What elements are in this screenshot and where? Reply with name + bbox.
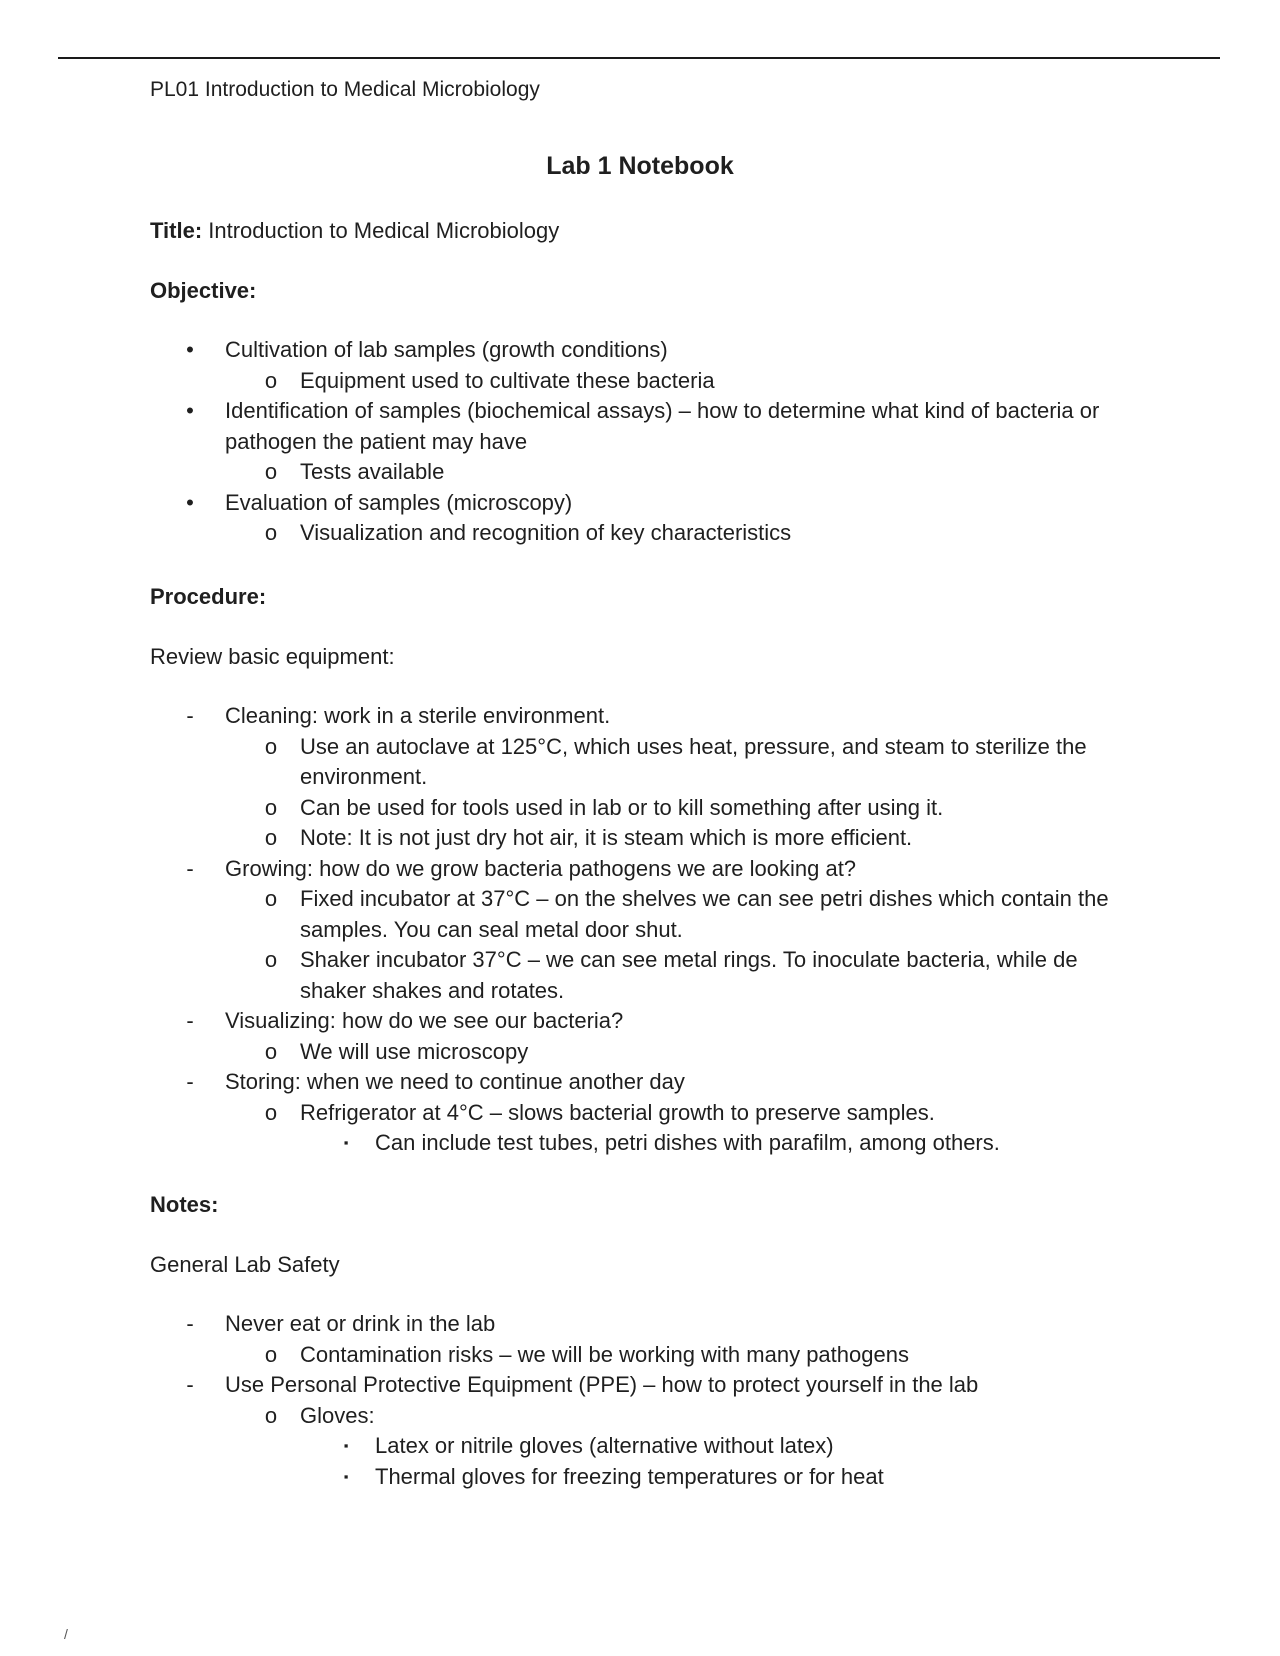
list-subitem: o Can be used for tools used in lab or to kill something after using it.: [150, 793, 1140, 824]
square-bullet-icon: ▪: [343, 1438, 349, 1453]
square-bullet-icon: ▪: [343, 1468, 349, 1484]
dash-icon: -: [186, 1008, 194, 1033]
list-item: - Cleaning: work in a sterile environment.: [150, 701, 1140, 732]
safety-list: [150, 1309, 1140, 1492]
bullet-icon: •: [186, 337, 194, 362]
circle-bullet-icon: o: [264, 1402, 278, 1428]
list-subitem: o We will use microscopy: [150, 1037, 1140, 1068]
list-subitem: o Fixed incubator at 37°C – on the shelves we can see petri dishes which contain the samples. You can seal metal door shut.: [150, 884, 1140, 945]
procedure-intro: Review basic equipment:: [150, 644, 395, 669]
circle-bullet-icon: o: [264, 1341, 278, 1367]
list-item: • Cultivation of lab samples (growth conditions): [150, 335, 1140, 366]
list-subitem: o Visualization and recognition of key characteristics: [150, 518, 1140, 549]
list-subitem: o Gloves:: [150, 1401, 1140, 1432]
circle-bullet-icon: o: [264, 733, 278, 759]
list-subitem: o Use an autoclave at 125°C, which uses heat, pressure, and steam to sterilize the environment.: [150, 732, 1140, 793]
dash-icon: -: [186, 703, 194, 728]
circle-bullet-icon: o: [264, 520, 278, 545]
document-title: Lab 1 Notebook: [546, 152, 734, 180]
notes-intro: General Lab Safety: [150, 1252, 340, 1277]
list-subitem: o Equipment used to cultivate these bacteria: [150, 366, 1140, 397]
circle-bullet-icon: o: [264, 947, 278, 972]
procedure-list: [150, 701, 1140, 1159]
circle-bullet-icon: o: [264, 367, 278, 393]
procedure-heading: Procedure:: [150, 584, 267, 609]
circle-bullet-icon: o: [264, 459, 278, 484]
bullet-icon: •: [186, 398, 194, 423]
list-subsubitem: ▪ Thermal gloves for freezing temperatures or for heat: [150, 1462, 1140, 1493]
list-subsubitem: ▪ Can include test tubes, petri dishes with parafilm, among others.: [150, 1128, 1140, 1159]
running-header: PL01 Introduction to Medical Microbiology: [150, 78, 540, 101]
list-item: - Never eat or drink in the lab: [150, 1309, 1140, 1340]
list-item: - Visualizing: how do we see our bacteria?: [150, 1006, 1140, 1037]
title-line: [150, 216, 1130, 245]
list-item: - Growing: how do we grow bacteria pathogens we are looking at?: [150, 854, 1140, 885]
notes-heading: Notes:: [150, 1192, 219, 1217]
circle-bullet-icon: o: [264, 825, 278, 850]
list-subitem: o Shaker incubator 37°C – we can see metal rings. To inoculate bacteria, while de shaker shakes and rotates.: [150, 945, 1140, 1006]
dash-icon: -: [186, 855, 194, 881]
list-subitem: o Tests available: [150, 457, 1140, 488]
list-subitem: o Contamination risks – we will be working with many pathogens: [150, 1340, 1140, 1371]
title-value: Introduction to Medical Microbiology: [202, 218, 560, 243]
list-subsubitem: ▪ Latex or nitrile gloves (alternative without latex): [150, 1431, 1140, 1462]
title-label: Title:: [150, 218, 203, 243]
header-rule: [58, 57, 1220, 59]
square-bullet-icon: ▪: [343, 1135, 349, 1150]
circle-bullet-icon: o: [264, 794, 278, 820]
dash-icon: -: [186, 1069, 194, 1094]
dash-icon: -: [186, 1372, 194, 1397]
list-item: • Identification of samples (biochemical assays) – how to determine what kind of bacteria or pathogen the patient may have: [150, 396, 1140, 457]
dash-icon: -: [186, 1311, 194, 1336]
list-item: • Evaluation of samples (microscopy): [150, 488, 1140, 519]
list-subitem: o Refrigerator at 4°C – slows bacterial growth to preserve samples.: [150, 1098, 1140, 1129]
circle-bullet-icon: o: [264, 886, 278, 911]
circle-bullet-icon: o: [264, 1099, 278, 1125]
circle-bullet-icon: o: [264, 1038, 278, 1064]
bullet-icon: •: [186, 489, 194, 515]
objective-heading: Objective:: [150, 278, 257, 303]
objective-list: [150, 335, 1140, 549]
list-item: - Storing: when we need to continue another day: [150, 1067, 1140, 1098]
list-item: - Use Personal Protective Equipment (PPE) – how to protect yourself in the lab: [150, 1370, 1140, 1401]
footer-mark: /: [64, 1626, 68, 1642]
list-subitem: o Note: It is not just dry hot air, it is steam which is more efficient.: [150, 823, 1140, 854]
